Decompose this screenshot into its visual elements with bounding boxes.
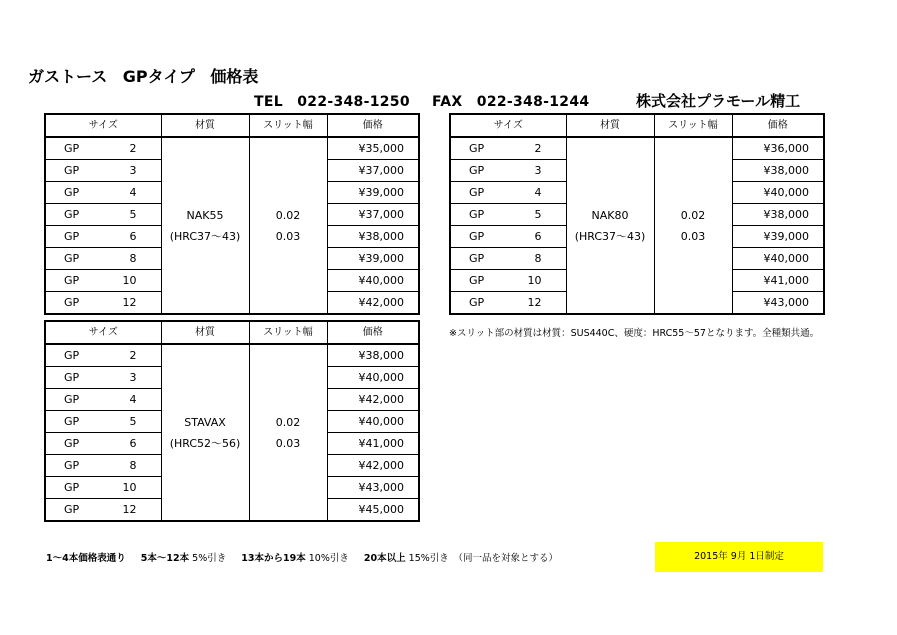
title-pricelist: 価格表: [210, 67, 259, 86]
material-name: STAVAX: [184, 415, 226, 429]
table-row: [450, 137, 824, 160]
row-size: 10: [103, 477, 161, 499]
row-price: ¥42,000: [327, 389, 419, 411]
row-type: GP: [450, 226, 508, 248]
row-size: 5: [103, 204, 161, 226]
row-price: ¥40,000: [732, 248, 824, 270]
slit-header: スリット幅: [249, 114, 327, 137]
row-size: 4: [103, 389, 161, 411]
row-size: 5: [508, 204, 566, 226]
company-name: 株式会社プラモール精工: [636, 92, 801, 110]
material-cell: [161, 344, 249, 521]
discount-text-4: 15%引き （同一品を対象とする）: [408, 553, 559, 564]
row-size: 2: [103, 137, 161, 160]
row-type: GP: [450, 137, 508, 160]
row-size: 8: [508, 248, 566, 270]
row-type: GP: [45, 389, 103, 411]
row-type: GP: [45, 204, 103, 226]
material-header: 材質: [161, 321, 249, 344]
row-type: GP: [45, 292, 103, 315]
discount-qty-2: 5本～12本: [140, 553, 190, 564]
row-type: GP: [450, 182, 508, 204]
slit-value: 0.03: [275, 436, 301, 450]
table-row: [45, 137, 419, 160]
row-price: ¥39,000: [327, 248, 419, 270]
row-type: GP: [45, 248, 103, 270]
material-hardness: (HRC37～43): [169, 229, 241, 243]
price-table-stavax: [44, 320, 420, 522]
row-price: ¥38,000: [732, 160, 824, 182]
discount-text-2: 5%引き: [192, 553, 227, 564]
row-type: GP: [45, 160, 103, 182]
row-size: 6: [103, 226, 161, 248]
row-size: 5: [103, 411, 161, 433]
effective-date: 2015年 9月 1日制定: [655, 542, 823, 572]
table-row: [45, 344, 419, 367]
row-size: 8: [103, 455, 161, 477]
slit-cell: [249, 344, 327, 521]
row-price: ¥41,000: [732, 270, 824, 292]
slit-material-note: ※スリット部の材質は材質：SUS440C、硬度：HRC55～57となります。全種類共通。: [449, 328, 820, 339]
page-title: [28, 64, 268, 87]
row-size: 12: [103, 499, 161, 522]
discount-qty-3: 13本から19本: [241, 553, 306, 564]
table-header-row: [45, 114, 419, 137]
discount-text-1: 価格表通り: [78, 553, 126, 564]
price-header: 価格: [732, 114, 824, 137]
material-cell: [566, 137, 654, 314]
discount-qty-4: 20本以上: [363, 553, 406, 564]
row-price: ¥42,000: [327, 292, 419, 315]
size-header: サイズ: [450, 114, 566, 137]
row-price: ¥39,000: [732, 226, 824, 248]
row-price: ¥38,000: [732, 204, 824, 226]
material-cell: [161, 137, 249, 314]
slit-value: 0.02: [275, 415, 301, 429]
row-size: 12: [508, 292, 566, 315]
row-size: 3: [103, 160, 161, 182]
size-header: サイズ: [45, 321, 161, 344]
row-type: GP: [450, 270, 508, 292]
row-type: GP: [45, 477, 103, 499]
fax-number: FAX 022-348-1244: [432, 94, 590, 110]
row-price: ¥38,000: [327, 226, 419, 248]
row-price: ¥37,000: [327, 204, 419, 226]
material-name: NAK80: [591, 208, 629, 222]
price-table-nak55: [44, 113, 420, 315]
row-size: 4: [103, 182, 161, 204]
row-size: 2: [508, 137, 566, 160]
row-type: GP: [450, 292, 508, 315]
material-header: 材質: [566, 114, 654, 137]
material-hardness: (HRC52～56): [169, 436, 241, 450]
row-size: 12: [103, 292, 161, 315]
price-table-nak80: [449, 113, 825, 315]
slit-value: 0.02: [680, 208, 706, 222]
row-type: GP: [450, 160, 508, 182]
row-type: GP: [45, 182, 103, 204]
tel-number: TEL 022-348-1250: [254, 94, 410, 110]
material-name: NAK55: [186, 208, 224, 222]
price-header: 価格: [327, 321, 419, 344]
row-price: ¥40,000: [327, 411, 419, 433]
row-type: GP: [45, 367, 103, 389]
row-price: ¥37,000: [327, 160, 419, 182]
material-hardness: (HRC37～43): [574, 229, 646, 243]
row-price: ¥36,000: [732, 137, 824, 160]
row-price: ¥45,000: [327, 499, 419, 522]
title-product: ガストース: [28, 67, 108, 86]
table-header-row: [450, 114, 824, 137]
title-type: GPタイプ: [122, 67, 195, 86]
row-price: ¥41,000: [327, 433, 419, 455]
row-size: 6: [508, 226, 566, 248]
row-price: ¥40,000: [327, 270, 419, 292]
row-type: GP: [45, 270, 103, 292]
discount-qty-1: 1～4本: [46, 553, 79, 564]
row-price: ¥40,000: [327, 367, 419, 389]
row-type: GP: [45, 455, 103, 477]
row-type: GP: [45, 499, 103, 522]
row-type: GP: [45, 344, 103, 367]
row-type: GP: [45, 433, 103, 455]
row-price: ¥42,000: [327, 455, 419, 477]
slit-value: 0.03: [275, 229, 301, 243]
row-size: 2: [103, 344, 161, 367]
row-size: 6: [103, 433, 161, 455]
row-size: 10: [508, 270, 566, 292]
row-size: 3: [103, 367, 161, 389]
row-type: GP: [45, 411, 103, 433]
slit-cell: [249, 137, 327, 314]
row-price: ¥43,000: [327, 477, 419, 499]
row-price: ¥43,000: [732, 292, 824, 315]
row-size: 3: [508, 160, 566, 182]
slit-header: スリット幅: [249, 321, 327, 344]
material-header: 材質: [161, 114, 249, 137]
row-type: GP: [45, 137, 103, 160]
row-price: ¥40,000: [732, 182, 824, 204]
row-size: 8: [103, 248, 161, 270]
row-price: ¥35,000: [327, 137, 419, 160]
row-type: GP: [450, 204, 508, 226]
table-header-row: [45, 321, 419, 344]
row-size: 10: [103, 270, 161, 292]
row-type: GP: [45, 226, 103, 248]
row-type: GP: [450, 248, 508, 270]
slit-value: 0.03: [680, 229, 706, 243]
slit-header: スリット幅: [654, 114, 732, 137]
slit-cell: [654, 137, 732, 314]
discount-text-3: 10%引き: [308, 553, 349, 564]
row-size: 4: [508, 182, 566, 204]
row-price: ¥38,000: [327, 344, 419, 367]
size-header: サイズ: [45, 114, 161, 137]
price-header: 価格: [327, 114, 419, 137]
row-price: ¥39,000: [327, 182, 419, 204]
discount-terms: [46, 550, 558, 564]
slit-value: 0.02: [275, 208, 301, 222]
